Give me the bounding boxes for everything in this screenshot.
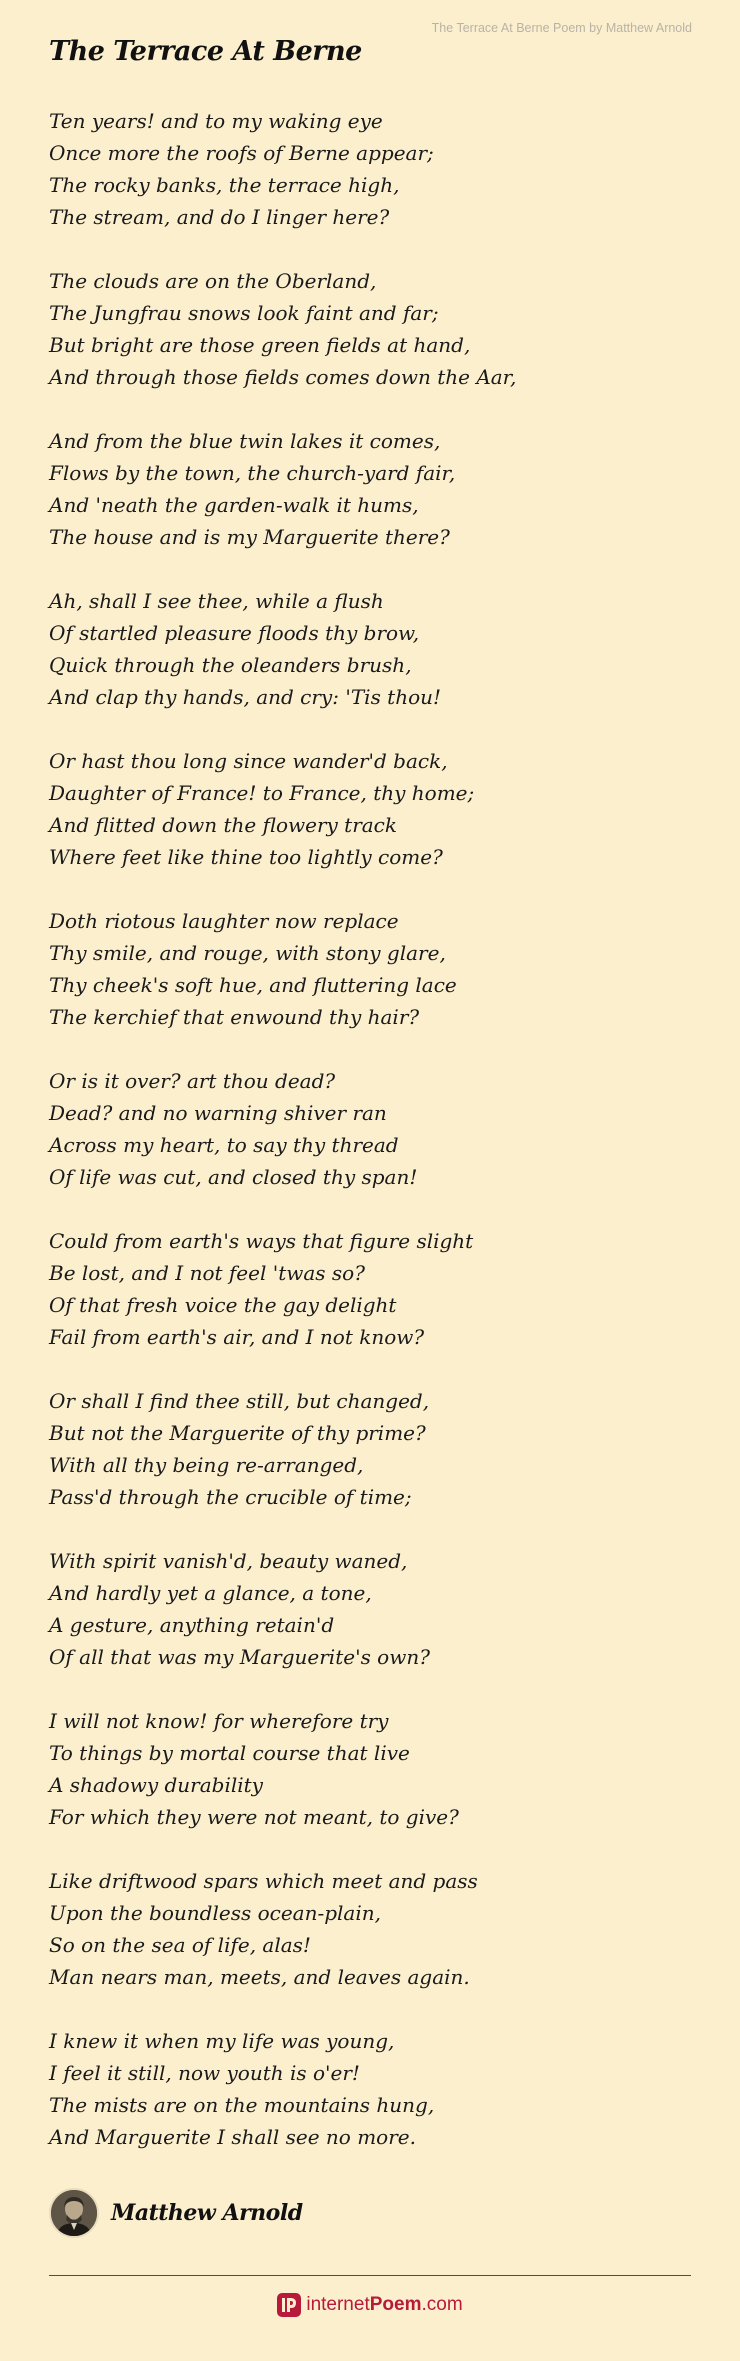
stanza-9 bbox=[49, 1385, 689, 1513]
poem-line: Quick through the oleanders brush, bbox=[49, 653, 412, 677]
poem-line: For which they were not meant, to give? bbox=[49, 1805, 459, 1829]
poem-line: Or hast thou long since wander'd back, bbox=[49, 749, 448, 773]
footer-divider bbox=[49, 2275, 691, 2276]
poem-line: The clouds are on the Oberland, bbox=[49, 269, 377, 293]
author-name[interactable]: Matthew Arnold bbox=[111, 2200, 303, 2226]
poem-line: Daughter of France! to France, thy home; bbox=[49, 781, 475, 805]
poem-line: And Marguerite I shall see no more. bbox=[49, 2125, 416, 2149]
stanza-10 bbox=[49, 1545, 689, 1673]
poem-line: Be lost, and I not feel 'twas so? bbox=[49, 1261, 365, 1285]
poem-line: The stream, and do I linger here? bbox=[49, 205, 390, 229]
poem-line: Thy smile, and rouge, with stony glare, bbox=[49, 941, 446, 965]
stanza-3 bbox=[49, 425, 689, 553]
poem-line: Fail from earth's air, and I not know? bbox=[49, 1325, 425, 1349]
author-avatar[interactable] bbox=[49, 2188, 99, 2238]
poem-line: And flitted down the flowery track bbox=[49, 813, 397, 837]
brand-bold: Poem bbox=[369, 2294, 422, 2315]
stanza-13 bbox=[49, 2025, 689, 2153]
poem-line: Ah, shall I see thee, while a flush bbox=[49, 589, 384, 613]
poem-line: But not the Marguerite of thy prime? bbox=[49, 1421, 426, 1445]
poem-line: A gesture, anything retain'd bbox=[49, 1613, 335, 1637]
poem-line: And 'neath the garden-walk it hums, bbox=[49, 493, 419, 517]
stanza-12 bbox=[49, 1865, 689, 1993]
poem-line: Dead? and no warning shiver ran bbox=[49, 1101, 387, 1125]
poem-line: And through those fields comes down the Aar, bbox=[49, 365, 517, 389]
poem-line: The mists are on the mountains hung, bbox=[49, 2093, 435, 2117]
brand-suffix: .com bbox=[421, 2294, 463, 2315]
poem-line: So on the sea of life, alas! bbox=[49, 1933, 311, 1957]
poem-line: I will not know! for wherefore try bbox=[49, 1709, 389, 1733]
author-block[interactable] bbox=[49, 2188, 303, 2238]
poem-line: Pass'd through the crucible of time; bbox=[49, 1485, 412, 1509]
stanza-7 bbox=[49, 1065, 689, 1193]
poem-line: But bright are those green fields at hand, bbox=[49, 333, 471, 357]
poem-line: Of startled pleasure floods thy brow, bbox=[49, 621, 420, 645]
stanza-6 bbox=[49, 905, 689, 1033]
poem-line: Doth riotous laughter now replace bbox=[49, 909, 399, 933]
poem-line: The kerchief that enwound thy hair? bbox=[49, 1005, 420, 1029]
poem-line: Across my heart, to say thy thread bbox=[49, 1133, 399, 1157]
poem-line: Like driftwood spars which meet and pass bbox=[49, 1869, 478, 1893]
internetpoem-logo-icon bbox=[277, 2293, 301, 2317]
poem-line: Flows by the town, the church-yard fair, bbox=[49, 461, 456, 485]
poem-line: Could from earth's ways that figure slight bbox=[49, 1229, 474, 1253]
stanza-5 bbox=[49, 745, 689, 873]
poem-line: Of life was cut, and closed thy span! bbox=[49, 1165, 418, 1189]
poem-line: The rocky banks, the terrace high, bbox=[49, 173, 400, 197]
poem-line: Ten years! and to my waking eye bbox=[49, 109, 383, 133]
author-portrait-icon bbox=[51, 2190, 97, 2236]
brand-prefix: internet bbox=[306, 2294, 370, 2315]
poem-line: Upon the boundless ocean-plain, bbox=[49, 1901, 381, 1925]
poem-line: With all thy being re-arranged, bbox=[49, 1453, 364, 1477]
poem-line: Thy cheek's soft hue, and fluttering lace bbox=[49, 973, 457, 997]
poem-line: With spirit vanish'd, beauty waned, bbox=[49, 1549, 408, 1573]
poem-body bbox=[49, 105, 689, 2185]
poem-line: Man nears man, meets, and leaves again. bbox=[49, 1965, 470, 1989]
poem-line: The Jungfrau snows look faint and far; bbox=[49, 301, 439, 325]
poem-line: And clap thy hands, and cry: 'Tis thou! bbox=[49, 685, 442, 709]
poem-line: And hardly yet a glance, a tone, bbox=[49, 1581, 372, 1605]
stanza-8 bbox=[49, 1225, 689, 1353]
poem-title: The Terrace At Berne bbox=[49, 36, 362, 67]
brand-wordmark[interactable] bbox=[306, 2294, 462, 2316]
poem-line: Of all that was my Marguerite's own? bbox=[49, 1645, 430, 1669]
stanza-11 bbox=[49, 1705, 689, 1833]
poem-line: To things by mortal course that live bbox=[49, 1741, 410, 1765]
poem-line: Where feet like thine too lightly come? bbox=[49, 845, 443, 869]
poem-line: A shadowy durability bbox=[49, 1773, 263, 1797]
stanza-2 bbox=[49, 265, 689, 393]
poem-line: And from the blue twin lakes it comes, bbox=[49, 429, 441, 453]
poem-source-line: The Terrace At Berne Poem by Matthew Arnold bbox=[431, 21, 692, 35]
stanza-1 bbox=[49, 105, 689, 233]
poem-line: Once more the roofs of Berne appear; bbox=[49, 141, 434, 165]
stanza-4 bbox=[49, 585, 689, 713]
poem-line: Or is it over? art thou dead? bbox=[49, 1069, 336, 1093]
poem-line: I feel it still, now youth is o'er! bbox=[49, 2061, 360, 2085]
poem-line: The house and is my Marguerite there? bbox=[49, 525, 450, 549]
poem-line: I knew it when my life was young, bbox=[49, 2029, 395, 2053]
poem-line: Or shall I find thee still, but changed, bbox=[49, 1389, 430, 1413]
poem-line: Of that fresh voice the gay delight bbox=[49, 1293, 397, 1317]
site-brand[interactable] bbox=[0, 2293, 740, 2317]
